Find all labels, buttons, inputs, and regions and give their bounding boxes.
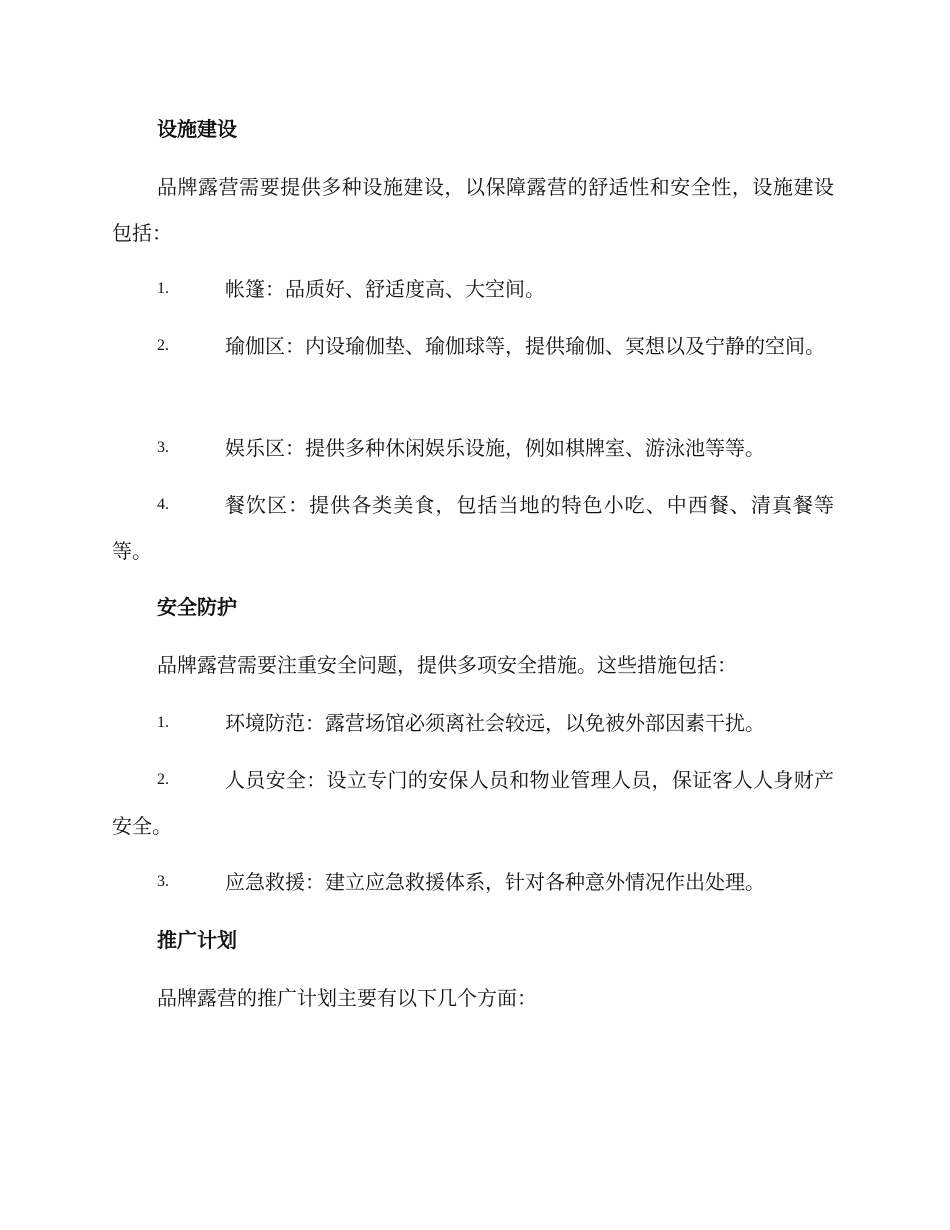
list-item-text: 人员安全：设立专门的安保人员和物业管理人员，保证客人人身财产安全。	[112, 768, 834, 838]
list-item-number: 3.	[157, 873, 169, 890]
section-intro: 品牌露营的推广计划主要有以下几个方面：	[157, 986, 537, 1010]
list-item-number: 4.	[157, 496, 169, 513]
list-item	[112, 266, 834, 312]
list-item-text: 瑜伽区：内设瑜伽垫、瑜伽球等，提供瑜伽、冥想以及宁静的空间。	[225, 334, 825, 358]
section-intro: 品牌露营需要注重安全问题，提供多项安全措施。这些措施包括：	[157, 653, 737, 677]
list-item	[112, 757, 834, 849]
section-heading: 安全防护	[157, 595, 237, 619]
section-heading: 推广计划	[157, 928, 237, 952]
list-item-number: 1.	[157, 714, 169, 731]
list-item-text: 娱乐区：提供多种休闲娱乐设施，例如棋牌室、游泳池等等。	[225, 436, 765, 460]
list-item-text: 帐篷：品质好、舒适度高、大空间。	[225, 277, 545, 301]
section-intro: 品牌露营需要提供多种设施建设，以保障露营的舒适性和安全性，设施建设包括：	[112, 175, 834, 245]
list-item-text: 餐饮区：提供各类美食，包括当地的特色小吃、中西餐、清真餐等等。	[112, 493, 834, 563]
list-item	[112, 323, 834, 369]
list-item	[112, 425, 834, 471]
list-item-text: 环境防范：露营场馆必须离社会较远，以免被外部因素干扰。	[225, 711, 765, 735]
list-item-number: 2.	[157, 771, 169, 788]
list-item-number: 3.	[157, 439, 169, 456]
list-item-number: 1.	[157, 280, 169, 297]
list-item-number: 2.	[157, 337, 169, 354]
list-item-text: 应急救援：建立应急救援体系，针对各种意外情况作出处理。	[225, 870, 765, 894]
list-item	[112, 859, 834, 905]
section-heading: 设施建设	[157, 117, 237, 141]
list-item	[112, 700, 834, 746]
list-item	[112, 482, 834, 574]
